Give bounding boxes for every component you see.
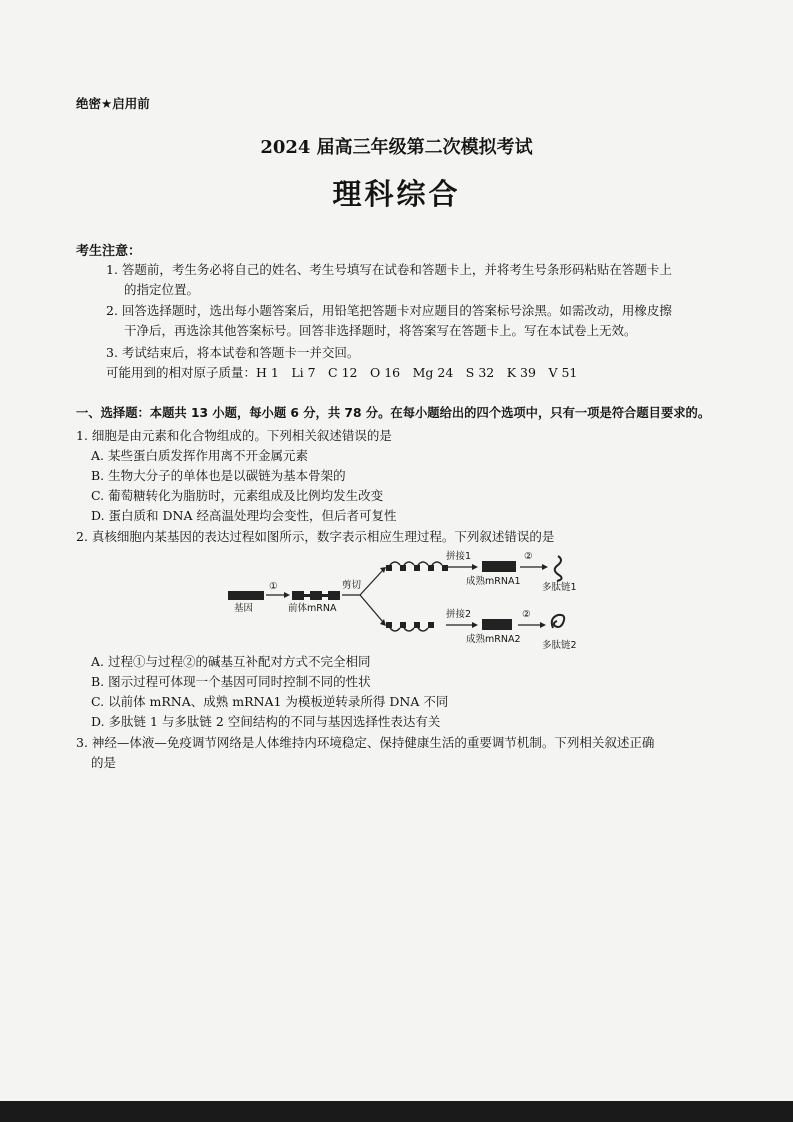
q1-option-d: D. 蛋白质和 DNA 经高温处理均会变性，但后者可复性 <box>91 508 397 523</box>
exons-top <box>386 562 448 571</box>
notice-heading: 考生注意： <box>76 244 142 259</box>
splice2-label: 拼接2 <box>446 609 472 620</box>
atomic-mass-line: 可能用到的相对原子质量：H 1 Li 7 C 12 O 16 Mg 24 S 32 K 39 V 51 <box>106 365 578 380</box>
mature-mrna1-bar <box>482 561 516 572</box>
pre-mrna-label: 前体mRNA <box>288 603 337 614</box>
gene-expression-diagram <box>220 548 600 653</box>
pre-mrna-bar <box>292 591 340 600</box>
q2-option-d: D. 多肽链 1 与多肽链 2 空间结构的不同与基因选择性表达有关 <box>91 714 441 729</box>
step2-bottom-label: ② <box>522 609 531 620</box>
q2-option-a: A. 过程①与过程②的碱基互补配对方式不完全相同 <box>91 654 371 669</box>
notice-item-1-cont: 的指定位置。 <box>124 282 200 297</box>
scan-bottom-edge <box>0 1101 793 1122</box>
gene-label: 基因 <box>234 603 254 614</box>
secret-label: 绝密★启用前 <box>76 96 150 111</box>
peptide2-shape <box>552 615 564 628</box>
peptide2-label: 多肽链2 <box>542 640 577 651</box>
arrow-translate2-head <box>540 622 546 628</box>
notice-item-2: 2. 回答选择题时，选出每小题答案后，用铅笔把答题卡对应题目的答案标号涂黑。如需改动，用橡皮擦 <box>106 303 672 318</box>
cut-label: 剪切 <box>342 580 362 591</box>
q1-option-c: C. 葡萄糖转化为脂肪时，元素组成及比例均发生改变 <box>91 488 384 503</box>
notice-item-3: 3. 考试结束后，将本试卷和答题卡一并交回。 <box>106 345 360 360</box>
q1-option-a: A. 某些蛋白质发挥作用离不开金属元素 <box>91 448 308 463</box>
exam-title: 2024 届高三年级第二次模拟考试 <box>260 137 533 158</box>
q2-stem: 2. 真核细胞内某基因的表达过程如图所示，数字表示相应生理过程。下列叙述错误的是 <box>76 529 555 544</box>
q2-option-b: B. 图示过程可体现一个基因可同时控制不同的性状 <box>91 674 371 689</box>
notice-item-2-cont: 干净后，再选涂其他答案标号。回答非选择题时，将答案写在答题卡上。写在本试卷上无效。 <box>124 323 637 338</box>
step1-label: ① <box>269 581 278 592</box>
section-1-heading: 一、选择题：本题共 13 小题，每小题 6 分，共 78 分。在每小题给出的四个选项中，只有一项是符合题目要求的。 <box>76 406 711 420</box>
gene-bar <box>228 591 264 600</box>
peptide1-shape <box>555 556 562 581</box>
q3-stem-cont: 的是 <box>91 755 117 770</box>
q1-option-b: B. 生物大分子的单体也是以碳链为基本骨架的 <box>91 468 346 483</box>
subject-title: 理科综合 <box>332 177 461 211</box>
mature-mrna2-label: 成熟mRNA2 <box>466 634 521 645</box>
splice1-label: 拼接1 <box>446 551 472 562</box>
arrow-translate1-head <box>542 564 548 570</box>
arrow-transcription-head <box>284 592 290 598</box>
arrow-branch-up <box>360 570 383 595</box>
notice-item-1: 1. 答题前，考生务必将自己的姓名、考生号填写在试卷和答题卡上，并将考生号条形码粘贴在答题卡上 <box>106 262 672 277</box>
arrow-branch-down <box>360 595 383 622</box>
exons-bottom <box>386 622 434 631</box>
mature-mrna1-label: 成熟mRNA1 <box>466 576 521 587</box>
q3-stem: 3. 神经—体液—免疫调节网络是人体维持内环境稳定、保持健康生活的重要调节机制。下列相关叙述正确 <box>76 735 655 750</box>
peptide1-label: 多肽链1 <box>542 582 577 593</box>
mature-mrna2-bar <box>482 619 512 630</box>
arrow-splice1-head <box>472 564 478 570</box>
q2-option-c: C. 以前体 mRNA、成熟 mRNA1 为模板逆转录所得 DNA 不同 <box>91 694 449 709</box>
arrow-splice2-head <box>472 622 478 628</box>
q1-stem: 1. 细胞是由元素和化合物组成的。下列相关叙述错误的是 <box>76 428 392 443</box>
step2-top-label: ② <box>524 551 533 562</box>
